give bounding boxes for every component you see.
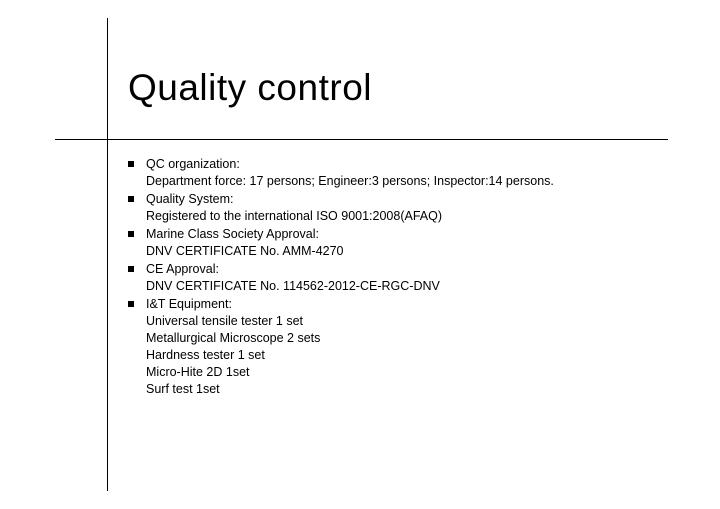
bullet-detail: Registered to the international ISO 9001:2008(AFAQ) bbox=[146, 209, 443, 223]
square-bullet-icon bbox=[128, 231, 134, 237]
bullet-detail: DNV CERTIFICATE No. AMM-4270 bbox=[146, 244, 344, 258]
bullet-heading-row bbox=[128, 261, 668, 278]
bullet-item bbox=[128, 296, 668, 398]
bullet-detail: Micro-Hite 2D 1set bbox=[146, 365, 250, 379]
bullet-detail: DNV CERTIFICATE No. 114562-2012-CE-RGC-DNV bbox=[146, 279, 440, 293]
bullet-label: CE Approval: bbox=[146, 262, 219, 276]
square-bullet-icon bbox=[128, 161, 134, 167]
bullet-heading-row bbox=[128, 156, 668, 173]
bullet-detail: Metallurgical Microscope 2 sets bbox=[146, 331, 321, 345]
bullet-item bbox=[128, 191, 668, 225]
bullet-detail: Surf test 1set bbox=[146, 382, 220, 396]
bullet-item bbox=[128, 261, 668, 295]
bullet-detail: Department force: 17 persons; Engineer:3 persons; Inspector:14 persons. bbox=[146, 174, 554, 188]
square-bullet-icon bbox=[128, 301, 134, 307]
slide-title: Quality control bbox=[128, 67, 372, 108]
bullet-label: QC organization: bbox=[146, 157, 240, 171]
square-bullet-icon bbox=[128, 266, 134, 272]
bullet-item bbox=[128, 226, 668, 260]
bullet-list bbox=[128, 156, 668, 399]
horizontal-divider bbox=[55, 139, 668, 140]
bullet-detail: Universal tensile tester 1 set bbox=[146, 314, 304, 328]
bullet-detail: Hardness tester 1 set bbox=[146, 348, 265, 362]
vertical-divider bbox=[107, 18, 108, 491]
bullet-item bbox=[128, 156, 668, 190]
bullet-heading-row bbox=[128, 226, 668, 243]
square-bullet-icon bbox=[128, 196, 134, 202]
bullet-label: Marine Class Society Approval: bbox=[146, 227, 319, 241]
bullet-label: I&T Equipment: bbox=[146, 297, 232, 311]
bullet-label: Quality System: bbox=[146, 192, 234, 206]
bullet-heading-row bbox=[128, 191, 668, 208]
bullet-heading-row bbox=[128, 296, 668, 313]
